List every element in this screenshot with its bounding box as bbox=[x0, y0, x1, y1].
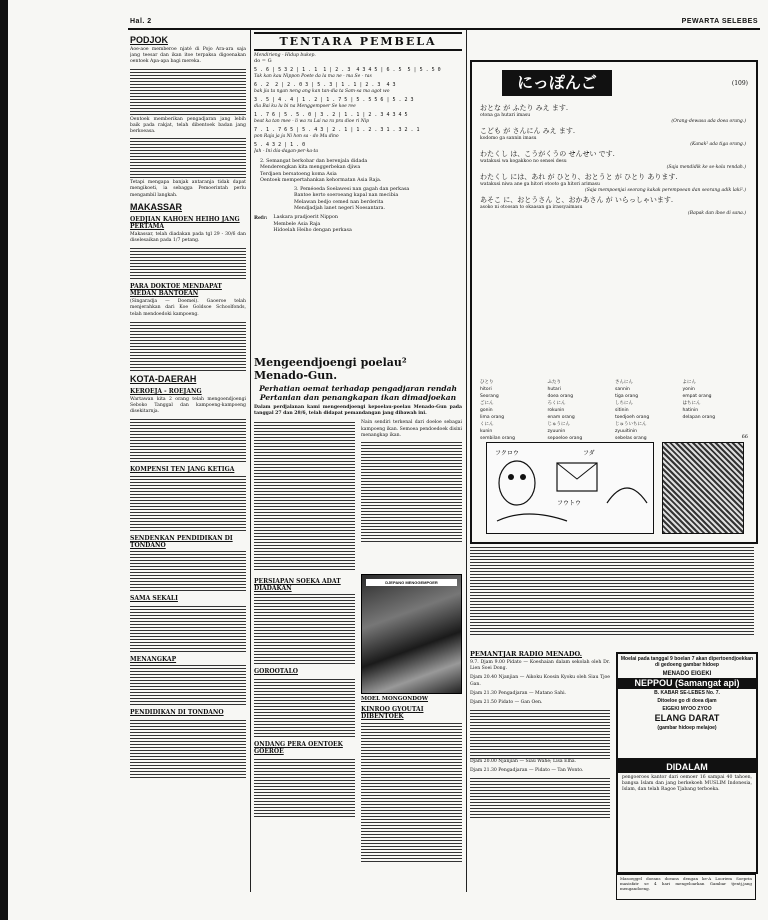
ad-text: Moelai pada tanggal 9 boelan 7 akan dipertoendjoekkan di gedoeng gambar hidoep bbox=[620, 656, 754, 668]
count-cell bbox=[683, 429, 747, 435]
article-col bbox=[254, 574, 355, 862]
verse-line: Hidoelah Heiho dengan perkasa bbox=[273, 227, 352, 233]
song-key: do = G bbox=[254, 58, 272, 64]
section-subtitle: SENDENKAN PENDIDIKAN DI TONDANO bbox=[130, 535, 233, 550]
song-meta: Mendirieng - Hidup bukep. bbox=[254, 53, 316, 58]
drawing-icon bbox=[487, 443, 653, 533]
illegible-text bbox=[130, 604, 246, 652]
score-notes: 3 . 5 | 4 . 4 | 1 . 2 | 1 . 7 5 | 5 . 5 5 6 | 5 . 2 3 bbox=[254, 97, 414, 103]
article-subtitle: Perhatian oemat terhadap pengadjaran rendah Pertanian dan penangkapan ikan dimadjoekan bbox=[259, 384, 457, 402]
notice-body: pengoeroes kantor dari oemoer 16 sampai 40 tahoen, bangsa Islam dan jang berkekoeh MUSLIM Indonesia, Islam, dan telah Ragoe Tjabang terboeka. bbox=[622, 775, 752, 793]
section-subtitle: PARA DOKTOE MENDAPAT MEDAN BANTOEAN bbox=[130, 283, 222, 298]
count-cell: sebelas orang bbox=[615, 436, 647, 441]
score-notes: 5 . 4 3 2 | 1 . 0 bbox=[254, 142, 306, 148]
radio-line: Djam 21.50 Pidato — Gan Oen. bbox=[470, 700, 543, 706]
film-title-2: ELANG DARAT bbox=[654, 713, 720, 723]
article-body bbox=[254, 574, 462, 862]
count-cell: よにん bbox=[682, 380, 696, 385]
illegible-text bbox=[130, 475, 246, 531]
verse-2 bbox=[260, 159, 462, 184]
verse-line: Laskara pradjoerit Nippon bbox=[273, 215, 338, 221]
count-cell: hutari bbox=[547, 387, 561, 392]
count-cell: sannin bbox=[615, 387, 630, 392]
article-col bbox=[254, 420, 355, 570]
section-title: MAKASSAR bbox=[130, 201, 183, 212]
article-text: (Singaradja — Doemei). Gaoeroe telah menjerahkan dari Koe Goldsoe Schoolfonds, telah mendoedoki kampoeng. bbox=[130, 299, 246, 317]
illegible-text bbox=[254, 420, 355, 570]
section-subtitle: PENDIDIKAN DI TONDANO bbox=[130, 709, 224, 717]
count-cell: delapan orang bbox=[682, 415, 716, 420]
count-cell: ふたり bbox=[547, 380, 561, 385]
film-title: NEPPOU (Samangat api) bbox=[618, 678, 756, 689]
count-cell: さんにん bbox=[615, 380, 633, 385]
section-subtitle: SAMA SEKALI bbox=[130, 595, 178, 603]
nippongo-lesson bbox=[470, 60, 758, 544]
article-text: Wartawan kita 2 orang telah mengoendjoengi Seboko Tanggal dan kampoeng-kampoeng disekitarnja. bbox=[130, 396, 246, 415]
illegible-text bbox=[254, 757, 355, 817]
photo-label: MOEL MONGONDOW bbox=[361, 696, 429, 703]
verse-line: Bantoe kerto soeroeang kapal nan mecibia bbox=[294, 193, 399, 199]
refrain-label: Refr: bbox=[254, 215, 268, 222]
illegible-text bbox=[130, 138, 246, 178]
count-cell: hitori bbox=[480, 387, 492, 392]
jp-romaji: watakusi wa kogakkoo no sensei desu bbox=[480, 159, 567, 164]
article-text: Tetapi mengapa banjak antaranja tidak dapat mengikoeti, ia sebagga Pemoerintah perlu mengambil langkah. bbox=[130, 180, 246, 198]
lesson-lines bbox=[480, 104, 746, 219]
illegible-text bbox=[130, 551, 246, 591]
score-notes: 5 . 6 | 5 3 2 | 1 . 1 1 | 2 . 3 4 3 4 5 | 6 . 5 5 | 5 . 5 0 bbox=[254, 67, 441, 73]
article-text: Aoe-aoe memberoe njaté di Pojo Ara-ara saja jang teesar dan ikan itoe terpaksa digoenakan oentoek Apa-apa bagi mereka. bbox=[130, 47, 246, 65]
illegible-text bbox=[254, 594, 355, 664]
jp-sentence: わたくし は、こうがくうの せんせい です. bbox=[480, 150, 615, 158]
score-notes: 1 . 7 6 | 5 . 5 . 0 | 3 . 2 | 1 . 1 | 2 . 3 4 3 4 5 bbox=[254, 112, 408, 118]
score-lyrics: bak jia ta ngan neng ang kan tan-dia ta Sam-sa ma agot wo bbox=[254, 89, 390, 94]
count-cell: はちにん bbox=[682, 401, 701, 406]
count-cell: くにん bbox=[480, 422, 494, 427]
verse-line: Mendjadjah lanet negeri Noesantara. bbox=[294, 206, 386, 212]
article-col bbox=[361, 574, 462, 862]
score-line bbox=[254, 127, 462, 140]
ad-note: (gambar hidoep melajoe) bbox=[657, 725, 717, 731]
jp-translation: (Saja mempoenjai seorang kakak perempoean dan seorang adik laki².) bbox=[585, 188, 746, 193]
section-subtitle: GOROOTALO bbox=[254, 668, 299, 676]
count-cell: しちにん bbox=[615, 401, 633, 406]
section-subtitle: PERSIAPAN SOEKA ADAT DIADAKAN bbox=[254, 578, 341, 593]
radio-line: Djam 20.00 Njanjian — Siau Wahe; Lisa Elha. bbox=[470, 759, 577, 765]
count-cell: じゅういちにん bbox=[615, 422, 647, 427]
photo-caption: DJEPANG MENGGEMPOER bbox=[366, 579, 457, 586]
radio-line: Djam 21.30 Pengadjaran — Pidato — Tan Wonto. bbox=[470, 768, 584, 774]
vocab-illustration bbox=[486, 442, 654, 534]
verse-line: Menderengkan kita menggerbekan djiwa bbox=[260, 165, 361, 171]
illegible-text bbox=[130, 418, 246, 462]
score-line bbox=[254, 97, 462, 110]
jp-romaji: asoko ni otoosan to okaasan ga irassyaimasu bbox=[480, 205, 583, 210]
section-subtitle: MENANGKAP bbox=[130, 656, 177, 664]
section-subtitle: KINROO GYOUTAI DIBENTOEK bbox=[361, 706, 424, 721]
article-col bbox=[361, 420, 462, 570]
notice-advert bbox=[616, 760, 758, 874]
score-lyrics: beat ka tan mee - li wa ra Lai na ra pra dioe ri Nip bbox=[254, 119, 370, 124]
count-cell: yonin bbox=[682, 387, 695, 392]
song-title: TENTARA PEMBELA bbox=[254, 32, 462, 51]
count-cell: sitinin bbox=[615, 408, 629, 413]
illegible-text bbox=[130, 69, 246, 115]
header-rule bbox=[128, 28, 760, 30]
counting-table bbox=[480, 380, 746, 442]
illegible-text bbox=[130, 321, 246, 371]
page-label: Hal. 2 bbox=[130, 18, 152, 25]
count-cell: kunin bbox=[480, 429, 493, 434]
lesson-number: (109) bbox=[731, 80, 748, 87]
radio-title: PEMANTJAR RADIO MENADO. bbox=[470, 650, 583, 658]
illegible-text bbox=[470, 709, 610, 759]
count-cell: gonin bbox=[480, 408, 493, 413]
illegible-text bbox=[130, 247, 246, 279]
score-line bbox=[254, 67, 462, 80]
illegible-text bbox=[361, 722, 462, 862]
article-menado bbox=[254, 352, 462, 892]
count-cell: じゅうにん bbox=[547, 422, 570, 427]
count-cell bbox=[683, 422, 747, 428]
radio-schedule bbox=[470, 648, 610, 868]
lesson-banner: にっぽんご bbox=[502, 70, 612, 96]
count-cell: doea orang bbox=[547, 394, 574, 399]
lesson-page-number: 66 bbox=[741, 434, 748, 440]
count-cell: sembilan orang bbox=[480, 436, 515, 441]
page-scan-edge bbox=[0, 0, 8, 920]
jp-sentence: おとな が ふたり みえ ます. bbox=[480, 104, 569, 112]
count-cell: Seorang bbox=[480, 394, 499, 399]
kimono-illustration bbox=[662, 442, 744, 534]
jp-sentence: あそこ に、おとうさん と、おかあさん が いらっしゃいます. bbox=[480, 196, 674, 204]
ad-extra: Ditoeloe go di doea djam bbox=[657, 698, 717, 704]
count-cell: hatinin bbox=[682, 408, 699, 413]
jp-translation: (Saja mendidik ke se-kola rendah.) bbox=[666, 165, 746, 170]
jp-romaji: watakusi niwa ane ga hitori otooto ga hitori arimasu bbox=[480, 182, 600, 187]
masthead: PEWARTA SELEBES bbox=[681, 18, 758, 25]
score-lyrics: Jah - Ini dia-dagan-per-ka-ta bbox=[254, 149, 319, 154]
article-lead: Dalam perdjalanan kami mengeendjoengi kepoelau-poelau Menado-Gun pada tanggal 27 dan 28/6, telah didapat pemandangan jang dibawah ini. bbox=[254, 405, 462, 417]
film-company: B. KABAR SE-LEBES No. 7. bbox=[654, 690, 720, 696]
count-cell: toedjoeh orang bbox=[615, 415, 650, 420]
jp-translation: (Orang-dewasa ada doea orang.) bbox=[671, 119, 746, 124]
footer-text: Masoeggel doeans doeans dengan ke-A Looriem Soeprin masisfatr se 4 hari mengeloarkan Gambar tjentj,jang mengandoeng. bbox=[620, 876, 752, 891]
count-cell: ろくにん bbox=[547, 401, 566, 406]
jp-romaji: otona ga hutari imasu bbox=[480, 113, 531, 118]
verse-3 bbox=[294, 187, 462, 212]
section-subtitle: KOMPENSI TEN JANG KETIGA bbox=[130, 466, 235, 474]
column-rule bbox=[250, 30, 251, 892]
count-cell: zyuunin bbox=[547, 429, 566, 434]
illegible-text bbox=[470, 778, 610, 818]
jp-translation: (Bapak dan iboe di sana.) bbox=[688, 211, 746, 216]
photograph bbox=[361, 574, 462, 694]
vocab-extra bbox=[470, 545, 754, 640]
score-notes: 7 . 1 . 7 6 5 | 5 . 4 3 | 2 . 1 | 1 . 2 . 3 1 . 3 2 . 1 bbox=[254, 127, 420, 133]
refrain bbox=[254, 215, 462, 234]
illegible-text bbox=[361, 442, 462, 542]
jp-romaji: kodomo ga sannin imasu bbox=[480, 136, 537, 141]
column-rule bbox=[466, 30, 467, 892]
score-lyrics: Tak kan kau Nippon Poete da la ma ne - ma Se - ras bbox=[254, 74, 372, 79]
verse-line: Membele Asia Raja bbox=[273, 221, 321, 227]
article-body bbox=[254, 420, 462, 570]
score-lyrics: dia Bai ku lu bi na Menggempoer Se koe ree bbox=[254, 104, 356, 109]
score-notes: 6 . 2 2 | 2 . 0 3 | 5 . 3 | 1 . 1 | 2 . 3 4 3 bbox=[254, 82, 396, 88]
article-text: Makassar, telah diadakan pada tgl 29 - 30/6 dan diselesaikan pada 1/7 petang. bbox=[130, 231, 246, 244]
song-block bbox=[254, 32, 462, 352]
verse-line: Oentoek mempertahankan kehormatan Asia Raja. bbox=[260, 177, 382, 183]
verse-line: Terdjaen bersatoeng koma Asia bbox=[260, 171, 337, 177]
illegible-text bbox=[470, 545, 754, 635]
count-cell: ひとり bbox=[480, 380, 494, 385]
count-cell: tiga orang bbox=[615, 394, 639, 399]
cinema-advert bbox=[616, 652, 758, 760]
verse-line: 3. Peméoeda Soelawesi nan gagah dan perkasa bbox=[294, 187, 410, 193]
section-title: KOTA-DAERAH bbox=[130, 373, 197, 384]
illus-label: フウトウ bbox=[557, 500, 582, 507]
verse-line: 2. Semangat berkobar dan berenjala didada bbox=[260, 159, 368, 164]
score-line bbox=[254, 112, 462, 125]
illus-label: フダ bbox=[583, 450, 595, 457]
theater-name: MENADO EIGEKI bbox=[662, 671, 712, 677]
section-subtitle: ONDANG PERA OENTOEK GOEROE bbox=[254, 741, 343, 756]
count-cell: zyuuitinin bbox=[615, 429, 637, 434]
jp-translation: (Kanak² ada tiga orang.) bbox=[690, 142, 746, 147]
score-line bbox=[254, 142, 462, 155]
count-cell: ごにん bbox=[480, 401, 494, 406]
score-lyrics: pon Raja ja ja Ni hon sa - do Mu dino bbox=[254, 134, 339, 139]
verse-line: Melawan bedjo cemed nan berderita bbox=[294, 199, 384, 205]
article-text: Nain sendiri terkenal dari doeloe sebagai kampoeng ikan. Semoea pendoedoek disini menangkap ikan. bbox=[361, 420, 462, 438]
count-cell: empat orang bbox=[682, 394, 712, 399]
article-title: Mengeendjoengi poelau² Menado-Gun. bbox=[254, 356, 407, 382]
notice-head: DIDALAM bbox=[618, 762, 756, 773]
section-subtitle: OEDJIAN KAHOEN HEIHO JANG PERTAMA bbox=[130, 215, 240, 230]
jp-sentence: わたくし には、あれ が ひとり、おとうと が ひとり あります. bbox=[480, 173, 678, 181]
section-subtitle: KEROEJA - ROEJANG bbox=[130, 387, 202, 395]
left-column bbox=[130, 32, 246, 892]
count-cell: rokunin bbox=[547, 408, 565, 413]
count-cell: sepoeloe orang bbox=[547, 436, 583, 441]
illus-label: フクロウ bbox=[495, 450, 519, 457]
illegible-text bbox=[254, 677, 355, 737]
score-line bbox=[254, 82, 462, 95]
footer-notice bbox=[616, 874, 756, 900]
article-text: Oentoek memberikan pengadjaran jang lebih baik pada rakjat, telah dibentoek badan jang berkoeasa. bbox=[130, 116, 246, 135]
count-cell: enam orang bbox=[547, 415, 575, 420]
ad-footer: EIGEKI MYOO ZYOO bbox=[662, 706, 712, 712]
illegible-text bbox=[130, 665, 246, 705]
jp-sentence: こども が さんにん みえ ます. bbox=[480, 127, 576, 135]
radio-line: 9.7. Djam 9.00 Pidato — Koeshaian dalam sekolah oleh Dr. Lien Soei Dong. bbox=[470, 660, 610, 672]
count-cell: lima orang bbox=[480, 415, 505, 420]
radio-line: Djam 20.40 Njanjian — Aikoku Koosin Kyoku oleh Siau Tjoe Gan. bbox=[470, 675, 610, 687]
illegible-text bbox=[130, 718, 246, 778]
radio-line: Djam 21.30 Pengadjaran — Matano Sahi. bbox=[470, 690, 567, 696]
section-title: PODJOK bbox=[130, 35, 169, 45]
